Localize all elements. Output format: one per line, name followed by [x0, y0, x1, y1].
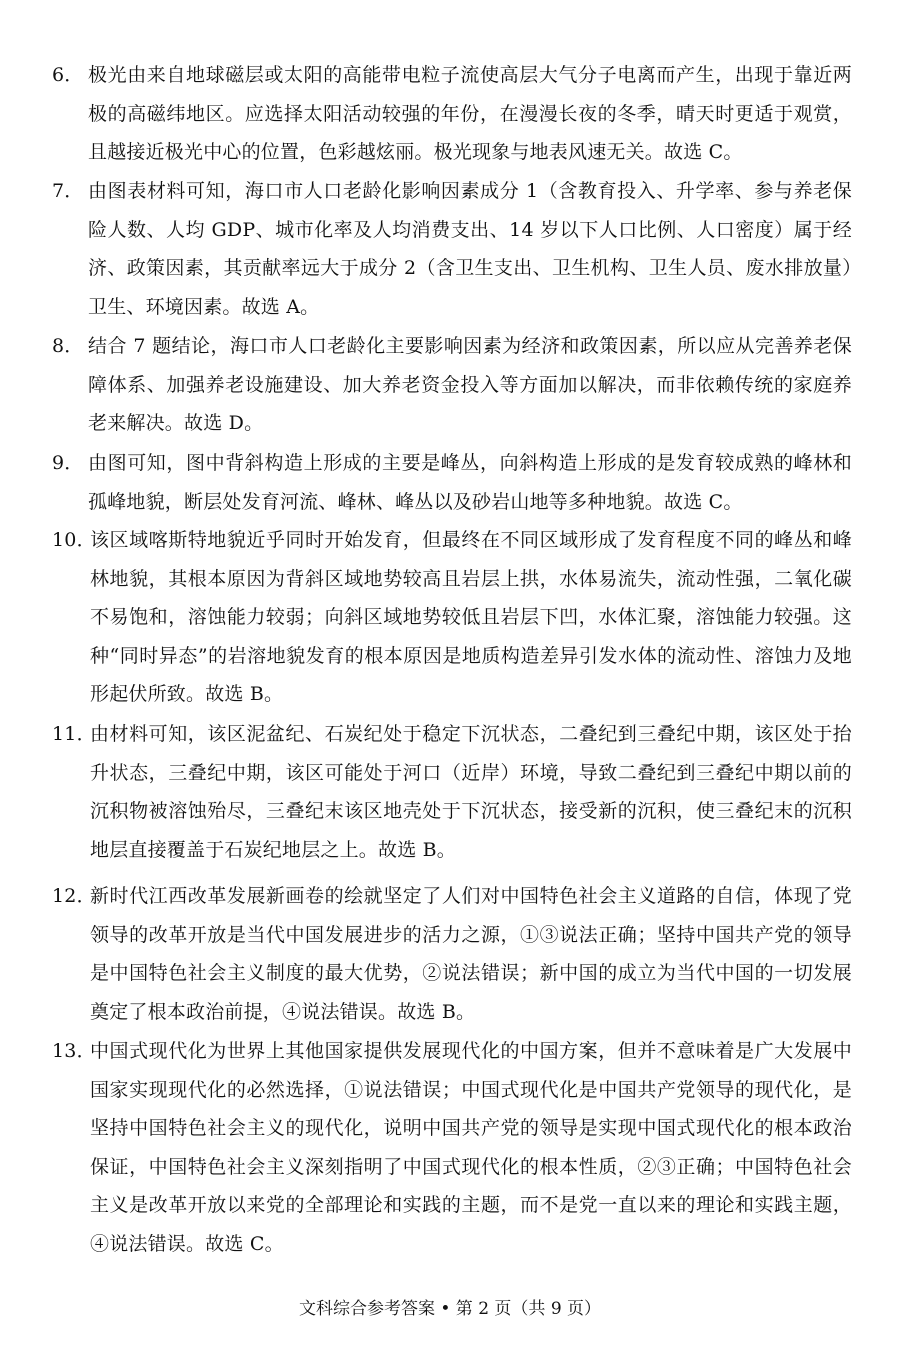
answer-text: 新时代江西改革发展新画卷的绘就坚定了人们对中国特色社会主义道路的自信，体现了党领导的改革开放是当代中国发展进步的活力之源，①③说法正确；坚持中国共产党的领导是中国特色社会主义制度的最大优势，②说法错误；新中国的成立为当代中国的一切发展奠定了根本政治前提，④说法错误。故选 B。	[90, 885, 852, 1023]
answer-number: 7．	[52, 180, 84, 202]
answer-text: 中国式现代化为世界上其他国家提供发展现代化的中国方案，但并不意味着是广大发展中国家实现现代化的必然选择，①说法错误；中国式现代化是中国共产党领导的现代化，是坚持中国特色社会主义的现代化，说明中国共产党的领导是实现中国式现代化的根本政治保证，中国特色社会主义深刻指明了中国式现代化的根本性质，②③正确；中国特色社会主义是改革开放以来党的全部理论和实践的主题，而不是党一直以来的理论和实践主题，④说法错误。故选 C。	[90, 1040, 852, 1255]
answer-item-10	[52, 521, 852, 714]
answer-number: 8．	[52, 335, 84, 357]
answer-text: 结合 7 题结论，海口市人口老龄化主要影响因素为经济和政策因素，所以应从完善养老保障体系、加强养老设施建设、加大养老资金投入等方面加以解决，而非依赖传统的家庭养老来解决。故选 D。	[88, 335, 852, 434]
answer-item-6	[52, 56, 852, 172]
answer-item-12	[52, 877, 852, 1031]
answer-text: 该区域喀斯特地貌近乎同时开始发育，但最终在不同区域形成了发育程度不同的峰丛和峰林地貌，其根本原因为背斜区域地势较高且岩层上拱，水体易流失，流动性强，二氧化碳不易饱和，溶蚀能力较弱；向斜区域地势较低且岩层下凹，水体汇聚，溶蚀能力较强。这种“同时异态”的岩溶地貌发育的根本原因是地质构造差异引发水体的流动性、溶蚀力及地形起伏所致。故选 B。	[90, 529, 852, 705]
answer-number: 13．	[52, 1040, 96, 1062]
answer-text: 由图表材料可知，海口市人口老龄化影响因素成分 1（含教育投入、升学率、参与养老保险人数、人均 GDP、城市化率及人均消费支出、14 岁以下人口比例、人口密度）属于经济、政策因素，其贡献率远大于成分 2（含卫生支出、卫生机构、卫生人员、废水排放量）卫生、环境因素。故选 A。	[88, 180, 852, 318]
answer-item-11	[52, 715, 852, 869]
answer-item-13	[52, 1032, 852, 1263]
answer-text: 由图可知，图中背斜构造上形成的主要是峰丛，向斜构造上形成的是发育较成熟的峰林和孤峰地貌，断层处发育河流、峰林、峰丛以及砂岩山地等多种地貌。故选 C。	[88, 452, 852, 513]
answer-number: 6．	[52, 64, 84, 86]
answer-number: 9．	[52, 452, 84, 474]
answer-number: 10．	[52, 529, 96, 551]
answer-number: 11．	[52, 723, 96, 745]
answer-item-8	[52, 327, 852, 443]
answer-item-9	[52, 444, 852, 521]
answer-number: 12．	[52, 885, 96, 907]
page-footer: 文科综合参考答案 • 第 2 页（共 9 页）	[298, 1299, 602, 1319]
answer-text: 极光由来自地球磁层或太阳的高能带电粒子流使高层大气分子电离而产生，出现于靠近两极的高磁纬地区。应选择太阳活动较强的年份，在漫漫长夜的冬季，晴天时更适于观赏，且越接近极光中心的位置，色彩越炫丽。极光现象与地表风速无关。故选 C。	[88, 64, 852, 163]
answer-item-7	[52, 172, 852, 326]
answer-text: 由材料可知，该区泥盆纪、石炭纪处于稳定下沉状态，二叠纪到三叠纪中期，该区处于抬升状态，三叠纪中期，该区可能处于河口（近岸）环境，导致二叠纪到三叠纪中期以前的沉积物被溶蚀殆尽，三叠纪末该区地壳处于下沉状态，接受新的沉积，使三叠纪末的沉积地层直接覆盖于石炭纪地层之上。故选 B。	[90, 723, 852, 861]
